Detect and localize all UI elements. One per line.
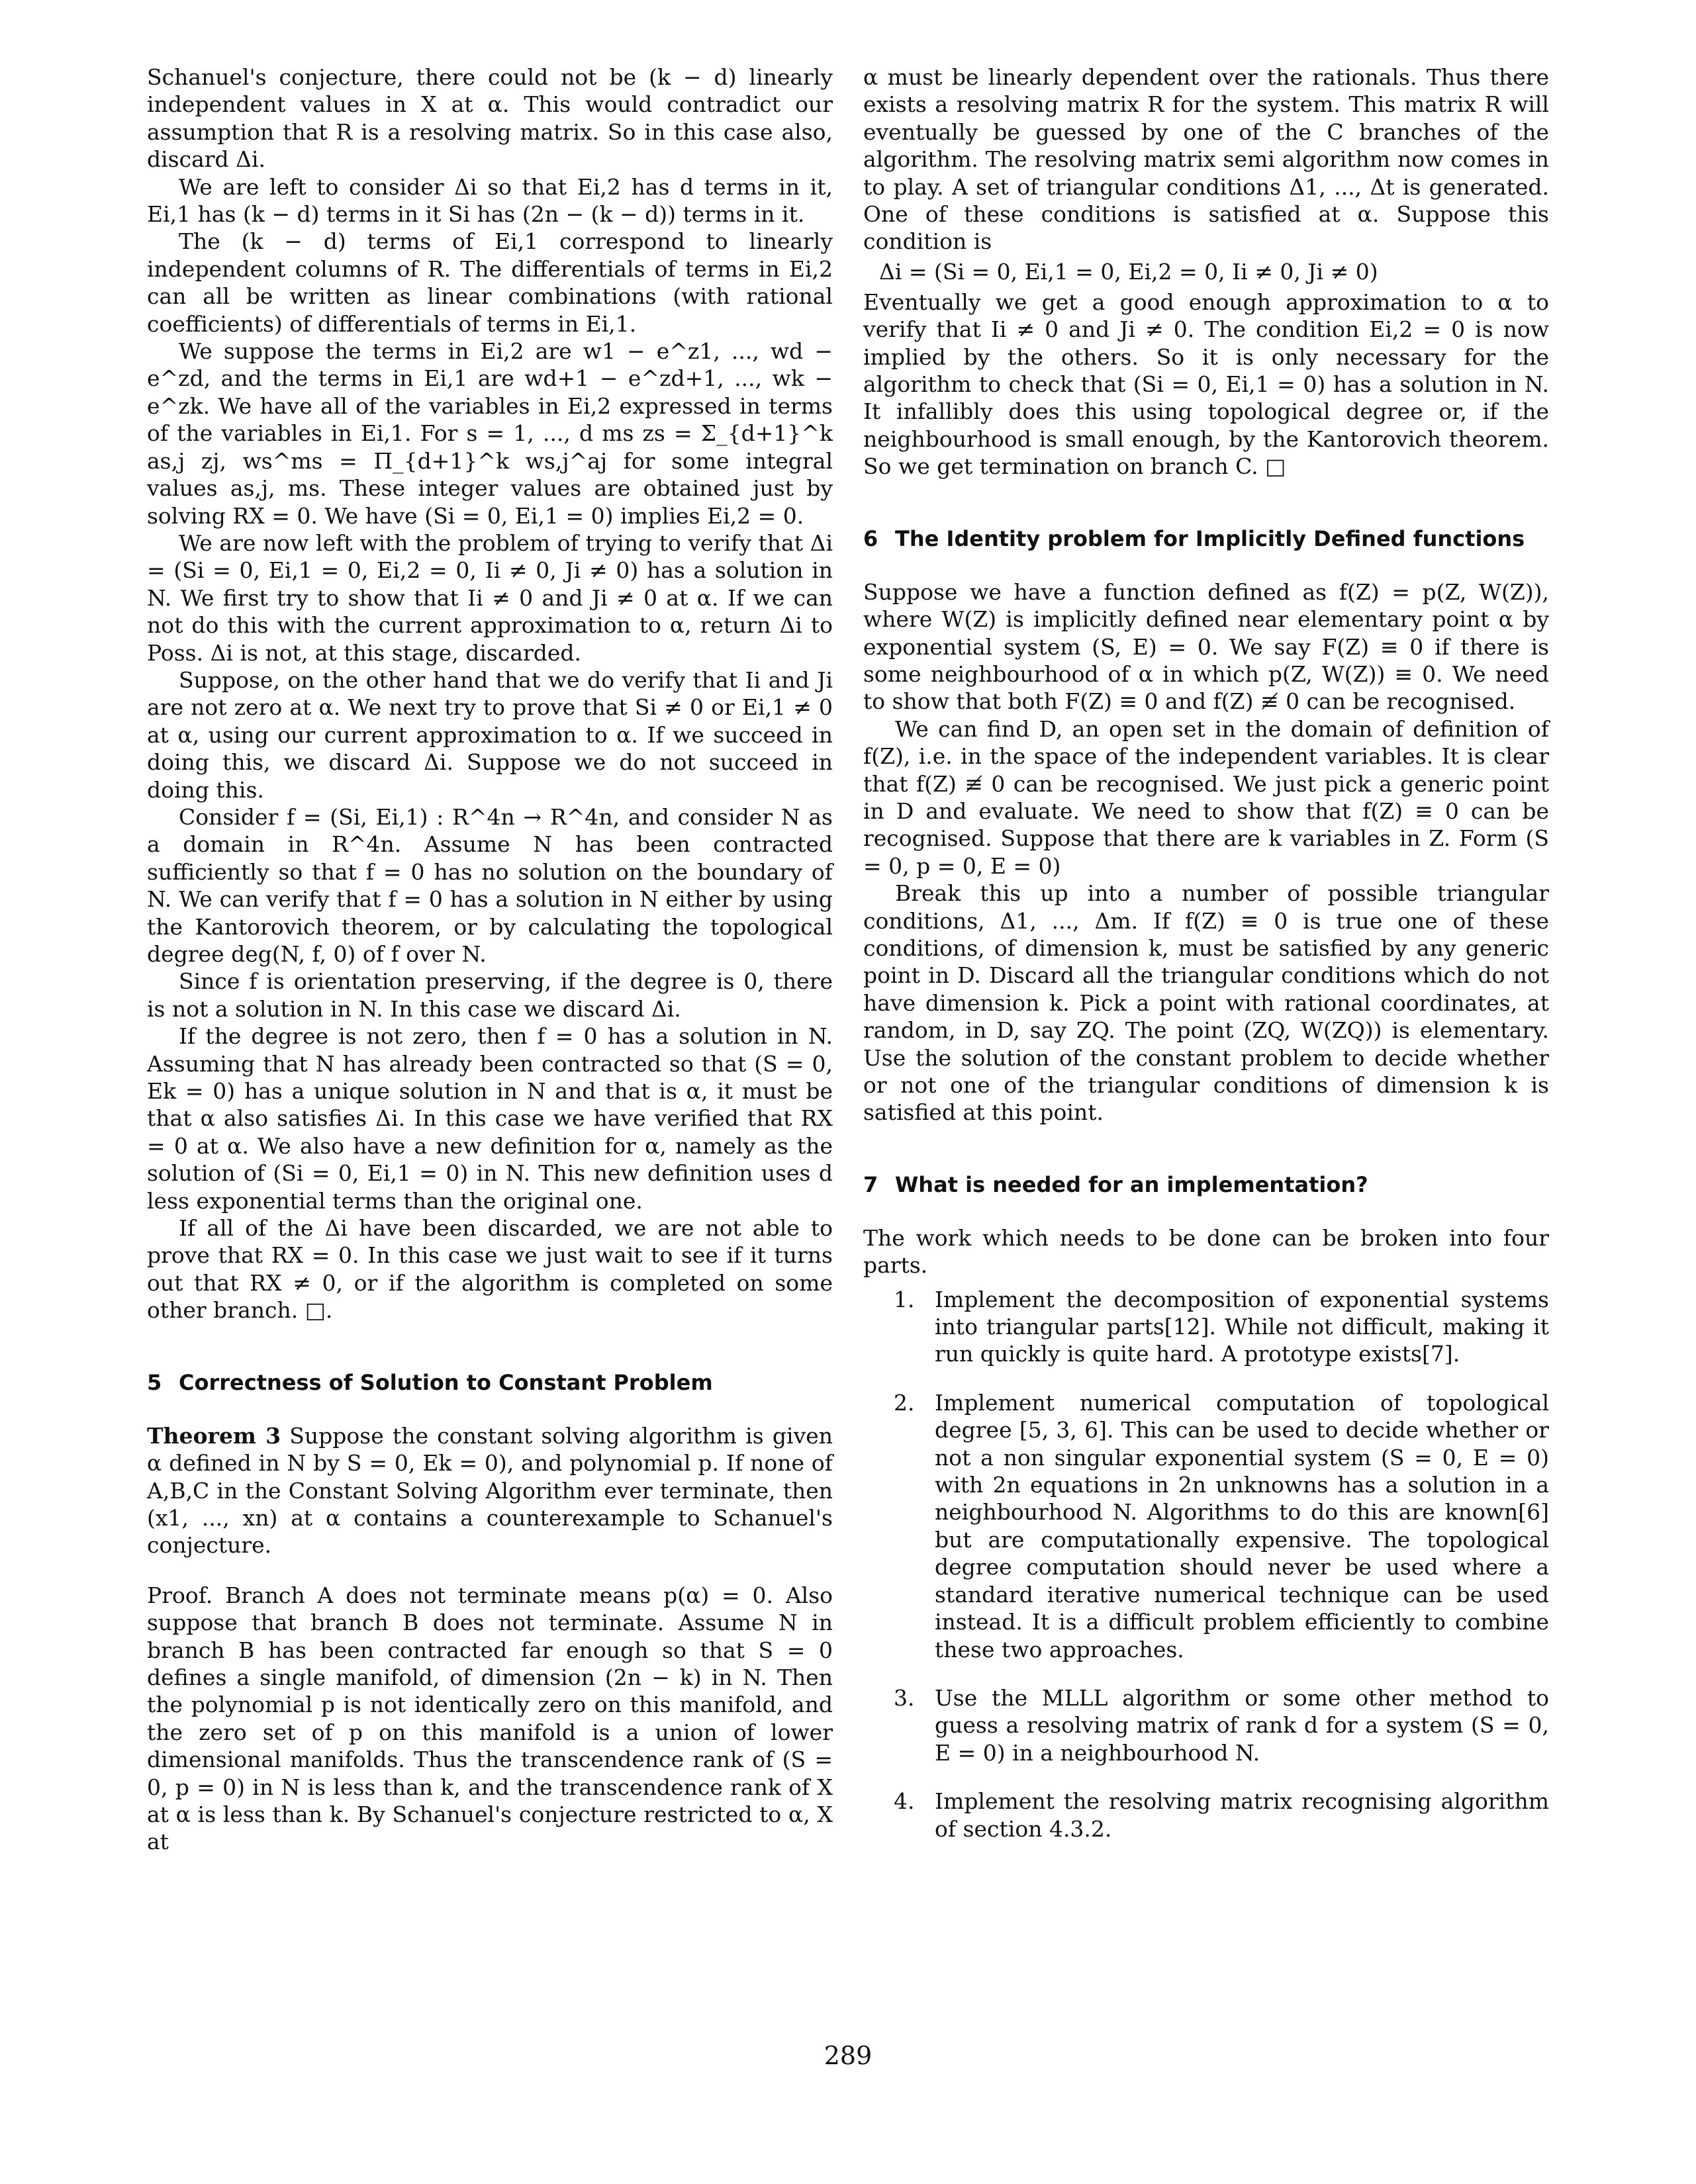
list-item (863, 1684, 1549, 1766)
list-item-text: Implement the resolving matrix recognising algorithm of section 4.3.2. (935, 1788, 1549, 1842)
list-item-text: Use the MLLL algorithm or some other method to guess a resolving matrix of rank d for a system (S = 0, E = 0) in a neighbourhood N. (935, 1684, 1549, 1766)
paragraph: We are left to consider Δi so that Ei,2 has d terms in it, Ei,1 has (k − d) terms in it Si has (2n − (k − d)) terms in it. (147, 173, 833, 228)
section-title: Correctness of Solution to Constant Problem (179, 1369, 713, 1395)
paragraph: If all of the Δi have been discarded, we are not able to prove that RX = 0. In this case we just wait to see if it turns out that RX ≠ 0, or if the algorithm is completed on some other branch. □. (147, 1215, 833, 1324)
list-number: 3. (894, 1684, 915, 1711)
section-title: What is needed for an implementation? (895, 1171, 1368, 1197)
paragraph: If the degree is not zero, then f = 0 has a solution in N. Assuming that N has already been contracted so that (S = 0, Ek = 0) has a unique solution in N and that is α, it must be that α also satisfies Δi. In this case we have verified that RX = 0 at α. We also have a new definition for α, namely as the solution of (Si = 0, Ei,1 = 0) in N. This new definition uses d less exponential terms than the original one. (147, 1023, 833, 1214)
section-heading-5 (147, 1369, 833, 1396)
paragraph: The (k − d) terms of Ei,1 correspond to linearly independent columns of R. The differentials of terms in Ei,2 can all be written as linear combinations (with rational coefficients) of differentials of terms in Ei,1. (147, 228, 833, 337)
section-number: 5 (147, 1369, 162, 1395)
paragraph: Suppose, on the other hand that we do verify that Ii and Ji are not zero at α. We next try to prove that Si ≠ 0 or Ei,1 ≠ 0 at α, using our current approximation to α. If we succeed in doing this, we discard Δi. Suppose we do not succeed in doing this. (147, 666, 833, 803)
page-number: 289 (824, 2041, 872, 2070)
list-item (863, 1286, 1549, 1368)
section-number: 7 (863, 1171, 878, 1197)
list-item (863, 1389, 1549, 1663)
paragraph: Eventually we get a good enough approximation to α to verify that Ii ≠ 0 and Ji ≠ 0. The condition Ei,2 = 0 is now implied by the others. So it is only necessary for the algorithm to check that (Si = 0, Ei,1 = 0) has a solution in N. It infallibly does this using topological degree or, if the neighbourhood is small enough, by the Kantorovich theorem. So we get termination on branch C. □ (863, 289, 1549, 480)
list-item-text: Implement numerical computation of topological degree [5, 3, 6]. This can be used to decide whether or not a non singular exponential system (S = 0, E = 0) with 2n equations in 2n unknowns has a solution in a neighbourhood N. Algorithms to do this are known[6] but are computationally expensive. The topological degree computation should never be used where a standard iterative numerical technique can be used instead. It is a difficult problem efficiently to combine these two approaches. (935, 1389, 1549, 1662)
section-heading-7 (863, 1171, 1549, 1198)
implementation-list (863, 1286, 1549, 1843)
list-item-text: Implement the decomposition of exponential systems into triangular parts[12]. While not difficult, making it run quickly is quite hard. A prototype exists[7]. (935, 1286, 1549, 1367)
paragraph: Consider f = (Si, Ei,1) : R^4n → R^4n, and consider N as a domain in R^4n. Assume N has been contracted sufficiently so that f = 0 has no solution on the boundary of N. We can verify that f = 0 has a solution in N either by using the Kantorovich theorem, or by calculating the topological degree deg(N, f, 0) of f over N. (147, 803, 833, 967)
theorem (147, 1422, 833, 1559)
list-item (863, 1788, 1549, 1843)
list-number: 1. (894, 1286, 915, 1312)
proof-paragraph: Proof. Branch A does not terminate means p(α) = 0. Also suppose that branch B does not terminate. Assume N in branch B has been contracted far enough so that S = 0 defines a single manifold, of dimension (2n − k) in N. Then the polynomial p is not identically zero on this manifold, and the zero set of p on this manifold is a union of lower dimensional manifolds. Thus the transcendence rank of (S = 0, p = 0) in N is less than k, and the transcendence rank of X at α is less than k. By Schanuel's conjecture restricted to α, X at (147, 1582, 833, 1855)
paragraph: Schanuel's conjecture, there could not be (k − d) linearly independent values in X at α. This would contradict our assumption that R is a resolving matrix. So in this case also, discard Δi. (147, 64, 833, 173)
equation: Δi = (Si = 0, Ei,1 = 0, Ei,2 = 0, Ii ≠ 0, Ji ≠ 0) (879, 258, 1378, 285)
paragraph: We can find D, an open set in the domain of definition of f(Z), i.e. in the space of the independent variables. It is clear that f(Z) ≢ 0 can be recognised. We just pick a generic point in D and evaluate. We need to show that f(Z) ≡ 0 can be recognised. Suppose that there are k variables in Z. Form (S = 0, p = 0, E = 0) (863, 715, 1549, 879)
section-heading-6 (863, 525, 1549, 552)
section-number: 6 (863, 525, 878, 551)
section-title: The Identity problem for Implicitly Defined functions (895, 525, 1525, 551)
theorem-text: Suppose the constant solving algorithm is given α defined in N by S = 0, Ek = 0), and polynomial p. If none of A,B,C in the Constant Solving Algorithm ever terminate, then (x1, ..., xn) at α contains a counterexample to Schanuel's conjecture. (147, 1422, 833, 1559)
paragraph: The work which needs to be done can be broken into four parts. (863, 1224, 1549, 1279)
paragraph: Suppose we have a function defined as f(Z) = p(Z, W(Z)), where W(Z) is implicitly defined near elementary point α by exponential system (S, E) = 0. We say F(Z) ≡ 0 if there is some neighbourhood of α in which p(Z, W(Z)) ≡ 0. We need to show that both F(Z) ≡ 0 and f(Z) ≢ 0 can be recognised. (863, 578, 1549, 715)
list-number: 4. (894, 1788, 915, 1815)
theorem-label: Theorem 3 (147, 1422, 281, 1449)
paragraph: Since f is orientation preserving, if the degree is 0, there is not a solution in N. In this case we discard Δi. (147, 968, 833, 1022)
left-column (147, 64, 833, 1856)
paragraph: We suppose the terms in Ei,2 are w1 − e^z1, ..., wd − e^zd, and the terms in Ei,1 are wd+1 − e^zd+1, ..., wk − e^zk. We have all of the variables in Ei,2 expressed in terms of the variables in Ei,1. For s = 1, ..., d ms zs = Σ_{d+1}^k as,j zj, ws^ms = Π_{d+1}^k ws,j^aj for some integral values as,j, ms. These integer values are obtained just by solving RX = 0. We have (Si = 0, Ei,1 = 0) implies Ei,2 = 0. (147, 338, 833, 529)
paragraph: α must be linearly dependent over the rationals. Thus there exists a resolving matrix R for the system. This matrix R will eventually be guessed by one of the C branches of the algorithm. The resolving matrix semi algorithm now comes in to play. A set of triangular conditions Δ1, ..., Δt is generated. One of these conditions is satisfied at α. Suppose this condition is (863, 64, 1549, 255)
paragraph: Break this up into a number of possible triangular conditions, Δ1, ..., Δm. If f(Z) ≡ 0 is true one of these conditions, of dimension k, must be satisfied by any generic point in D. Discard all the triangular conditions which do not have dimension k. Pick a point with rational coordinates, at random, in D, say ZQ. The point (ZQ, W(ZQ)) is elementary. Use the solution of the constant problem to decide whether or not one of the triangular conditions of dimension k is satisfied at this point. (863, 880, 1549, 1126)
right-column (863, 64, 1549, 1864)
paragraph: We are now left with the problem of trying to verify that Δi = (Si = 0, Ei,1 = 0, Ei,2 = 0, Ii ≠ 0, Ji ≠ 0) has a solution in N. We first try to show that Ii ≠ 0 and Ji ≠ 0 at α. If we can not do this with the current approximation to α, return Δi to Poss. Δi is not, at this stage, discarded. (147, 529, 833, 666)
list-number: 2. (894, 1389, 915, 1416)
